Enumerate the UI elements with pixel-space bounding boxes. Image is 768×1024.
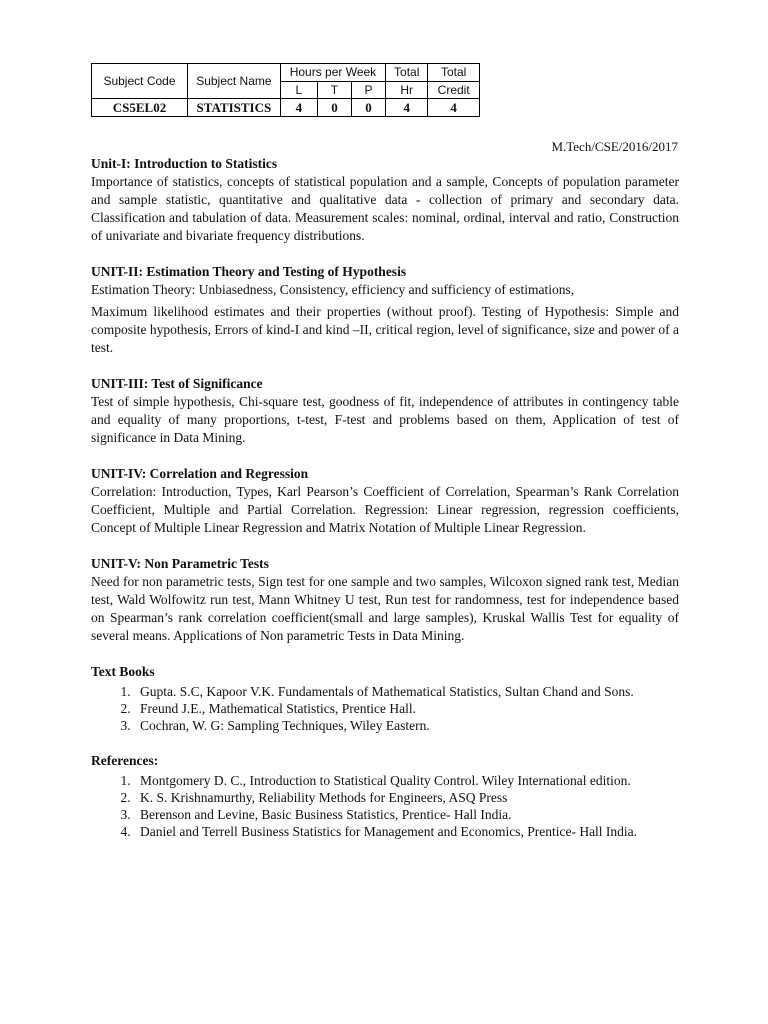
- p-cell: 0: [352, 99, 386, 117]
- list-item: 2. K. S. Krishnamurthy, Reliability Methods for Engineers, ASQ Press: [134, 789, 679, 806]
- unit-4: [91, 465, 679, 537]
- text-books-list: [91, 683, 679, 734]
- unit-1: [91, 155, 679, 245]
- unit-title: UNIT-V: Non Parametric Tests: [91, 556, 269, 571]
- credit-cell: 4: [428, 99, 480, 117]
- unit-2: [91, 263, 679, 357]
- unit-title: UNIT-IV: Correlation and Regression: [91, 466, 309, 481]
- subject-code-header: Subject Code: [92, 64, 188, 99]
- l-header: L: [280, 82, 317, 99]
- list-item: 3. Cochran, W. G: Sampling Techniques, Wiley Eastern.: [134, 717, 679, 734]
- document-reference: M.Tech/CSE/2016/2017: [551, 139, 678, 154]
- unit-body-first-line: Estimation Theory: Unbiasedness, Consistency, efficiency and sufficiency of estimations,: [91, 282, 575, 297]
- references-list: [91, 772, 679, 840]
- unit-body: Importance of statistics, concepts of statistical population and a sample, Concepts of population parameter and sample statistic, quantitative and qualitative data - collection of primary and secondary data. Classification and tabulation of data. Measurement scales: nominal, ordinal, interval and ratio, Construction of univariate and bivariate frequency distributions.: [91, 174, 679, 243]
- hr-cell: 4: [386, 99, 428, 117]
- p-header: P: [352, 82, 386, 99]
- text-books-section: [91, 663, 679, 734]
- unit-body: Need for non parametric tests, Sign test for one sample and two samples, Wilcoxon signed rank test, Median test, Wald Wolfowitz run test, Mann Whitney U test, Run test for randomness, test for independence based on Spearman’s rank correlation coefficient(small and large samples), Kruskal Wallis Test for equality of several means. Applications of Non parametric Tests in Data Mining.: [91, 574, 679, 643]
- credit-header: Credit: [428, 82, 480, 99]
- list-item: 3. Berenson and Levine, Basic Business Statistics, Prentice- Hall India.: [134, 806, 679, 823]
- l-cell: 4: [280, 99, 317, 117]
- subject-name-cell: STATISTICS: [187, 99, 280, 117]
- unit-body: Test of simple hypothesis, Chi-square test, goodness of fit, independence of attributes in contingency table and equality of many proportions, t-test, F-test and problems based on them, Application of test of significance in Data Mining.: [91, 394, 679, 445]
- unit-title: UNIT-II: Estimation Theory and Testing of Hypothesis: [91, 264, 407, 279]
- list-item: 4. Daniel and Terrell Business Statistics for Management and Economics, Prentice- Hall India.: [134, 823, 679, 840]
- unit-body: Correlation: Introduction, Types, Karl Pearson’s Coefficient of Correlation, Spearman’s Rank Correlation Coefficient, Multiple and Partial Correlation. Regression: Linear regression, regression coefficients, Concept of Multiple Linear Regression and Matrix Notation of Multiple Linear Regression.: [91, 484, 679, 535]
- references-section: [91, 752, 679, 840]
- list-item: 1. Gupta. S.C, Kapoor V.K. Fundamentals of Mathematical Statistics, Sultan Chand and Sons.: [134, 683, 679, 700]
- syllabus-content: [91, 155, 679, 858]
- unit-title: UNIT-III: Test of Significance: [91, 376, 263, 391]
- unit-5: [91, 555, 679, 645]
- text-books-title: Text Books: [91, 664, 155, 679]
- total-credit-header: Total: [428, 64, 480, 82]
- hours-header: Hours per Week: [280, 64, 385, 82]
- hr-header: Hr: [386, 82, 428, 99]
- references-title: References:: [91, 753, 159, 768]
- unit-body: Maximum likelihood estimates and their properties (without proof). Testing of Hypothesis: Simple and composite hypothesis, Errors of kind-I and kind –II, critical region, level of significance, size and power of a test.: [91, 304, 679, 355]
- t-header: T: [317, 82, 351, 99]
- list-item: 2. Freund J.E., Mathematical Statistics, Prentice Hall.: [134, 700, 679, 717]
- syllabus-table: [91, 63, 480, 117]
- unit-title: Unit-I: Introduction to Statistics: [91, 156, 278, 171]
- subject-code-cell: CS5EL02: [92, 99, 188, 117]
- total-header: Total: [386, 64, 428, 82]
- unit-3: [91, 375, 679, 447]
- list-item: 1. Montgomery D. C., Introduction to Statistical Quality Control. Wiley International edition.: [134, 772, 679, 789]
- t-cell: 0: [317, 99, 351, 117]
- subject-name-header: Subject Name: [187, 64, 280, 99]
